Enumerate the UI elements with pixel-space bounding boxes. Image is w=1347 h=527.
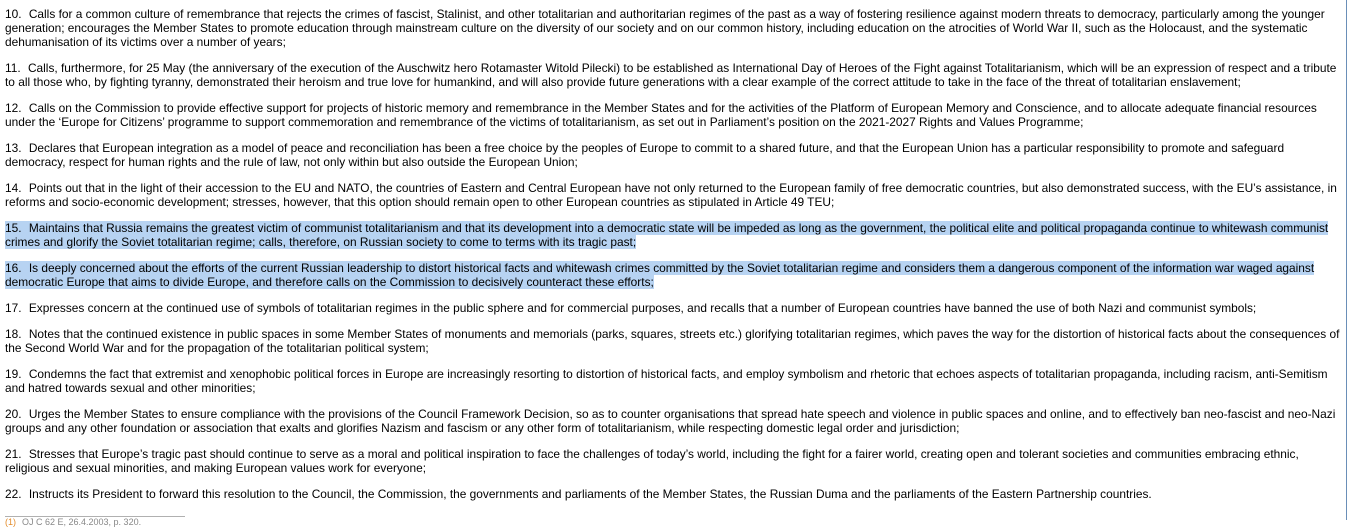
paragraph-13[interactable] [5, 141, 1340, 169]
paragraph-number: 10. [5, 7, 22, 21]
paragraph-text: Urges the Member States to ensure compliance with the provisions of the Council Framework Decision, so as to counter organisations that spread hate speech and violence in public spaces and online, and to effectively ban neo-fascist and neo-Nazi groups and any other foundation or association that exalts and glorifies Nazism and fascism or any other form of totalitarianism, while respecting domestic legal order and jurisdiction; [5, 407, 1336, 435]
paragraph-text: Stresses that Europe’s tragic past should continue to serve as a moral and political inspiration to face the challenges of today’s world, including the fight for a fairer world, creating open and tolerant societies and communities embracing ethnic, religious and sexual minorities, and making European values work for everyone; [5, 447, 1299, 475]
paragraph-21[interactable] [5, 447, 1340, 475]
paragraph-text: Calls for a common culture of remembrance that rejects the crimes of fascist, Stalinist, and other totalitarian and authoritarian regimes of the past as a way of fostering resilience against modern threats to democracy, particularly among the younger generation; encourages the Member States to promote education through mainstream culture on the diversity of our society and on our common history, including education on the atrocities of World War II, such as the Holocaust, and the systematic dehumanisation of its victims over a number of years; [5, 7, 1325, 49]
paragraph-number: 18. [5, 327, 22, 341]
paragraph-number: 15. [5, 221, 22, 235]
paragraph-19[interactable] [5, 367, 1340, 395]
paragraph-number: 12. [5, 101, 22, 115]
paragraph-15-selected[interactable] [5, 221, 1340, 249]
paragraph-text: Expresses concern at the continued use of symbols of totalitarian regimes in the public sphere and for commercial purposes, and recalls that a number of European countries have banned the use of both Nazi and communist symbols; [28, 301, 1257, 315]
paragraph-number: 14. [5, 181, 22, 195]
paragraph-number: 16. [5, 261, 22, 275]
footnote-ref-link[interactable]: (1) [5, 517, 16, 527]
paragraph-number: 20. [5, 407, 22, 421]
paragraph-22[interactable] [5, 487, 1340, 501]
paragraph-number: 21. [5, 447, 22, 461]
paragraph-text: Notes that the continued existence in public spaces in some Member States of monuments and memorials (parks, squares, streets etc.) glorifying totalitarian regimes, which paves the way for the distortion of historical facts about the consequences of the Second World War and for the propagation of the totalitarian political system; [5, 327, 1340, 355]
paragraph-text: Points out that in the light of their accession to the EU and NATO, the countries of Eastern and Central European have not only returned to the European family of free democratic countries, but also demonstrated success, with the EU’s assistance, in reforms and socio-economic development; stresses, however, that this option should remain open to other European countries as stipulated in Article 49 TEU; [5, 181, 1337, 209]
paragraph-10[interactable] [5, 7, 1340, 49]
footnote [5, 517, 141, 527]
paragraph-14[interactable] [5, 181, 1340, 209]
paragraph-20[interactable] [5, 407, 1340, 435]
paragraph-text: Maintains that Russia remains the greatest victim of communist totalitarianism and that its development into a democratic state will be impeded as long as the government, the political elite and political propaganda continue to whitewash communist crimes and glorify the Soviet totalitarian regime; calls, therefore, on Russian society to come to terms with its tragic past; [5, 221, 1329, 249]
paragraph-17[interactable] [5, 301, 1340, 315]
paragraph-text: Is deeply concerned about the efforts of the current Russian leadership to distort historical facts and whitewash crimes committed by the Soviet totalitarian regime and considers them a dangerous component of the information war waged against democratic Europe that aims to divide Europe, and therefore calls on the Commission to decisively counteract these efforts; [5, 261, 1315, 289]
paragraph-text: Calls on the Commission to provide effective support for projects of historic memory and remembrance in the Member States and for the activities of the Platform of European Memory and Conscience, and to allocate adequate financial resources under the ‘Europe for Citizens’ programme to support commemoration and remembrance of the victims of totalitarianism, as set out in Parliament’s position on the 2021-2027 Rights and Values Programme; [5, 101, 1317, 129]
paragraph-number: 19. [5, 367, 22, 381]
paragraph-16-selected[interactable] [5, 261, 1340, 289]
paragraph-18[interactable] [5, 327, 1340, 355]
paragraph-number: 13. [5, 141, 22, 155]
paragraph-text: Instructs its President to forward this resolution to the Council, the Commission, the governments and parliaments of the Member States, the Russian Duma and the parliaments of the Eastern Partnership countries. [28, 487, 1152, 501]
paragraph-11[interactable] [5, 61, 1340, 89]
paragraph-12[interactable] [5, 101, 1340, 129]
paragraph-text: Condemns the fact that extremist and xenophobic political forces in Europe are increasingly resorting to distortion of historical facts, and employ symbolism and rhetoric that echoes aspects of totalitarian propaganda, including racism, anti-Semitism and hatred towards sexual and other minorities; [5, 367, 1328, 395]
paragraph-number: 17. [5, 301, 22, 315]
paragraph-number: 11. [5, 61, 21, 75]
footnote-text: OJ C 62 E, 26.4.2003, p. 320. [22, 517, 142, 527]
paragraph-text: Declares that European integration as a model of peace and reconciliation has been a free choice by the peoples of Europe to commit to a shared future, and that the European Union has a particular responsibility to promote and safeguard democracy, respect for human rights and the rule of law, not only within but also outside the European Union; [5, 141, 1285, 169]
paragraph-text: Calls, furthermore, for 25 May (the anniversary of the execution of the Auschwitz hero Rotamaster Witold Pilecki) to be established as International Day of Heroes of the Fight against Totalitarianism, which will be an expression of respect and a tribute to all those who, by fighting tyranny, demonstrated their heroism and true love for humankind, and will also provide future generations with a clear example of the correct attitude to take in the face of the threat of totalitarian enslavement; [5, 61, 1337, 89]
paragraph-number: 22. [5, 487, 22, 501]
